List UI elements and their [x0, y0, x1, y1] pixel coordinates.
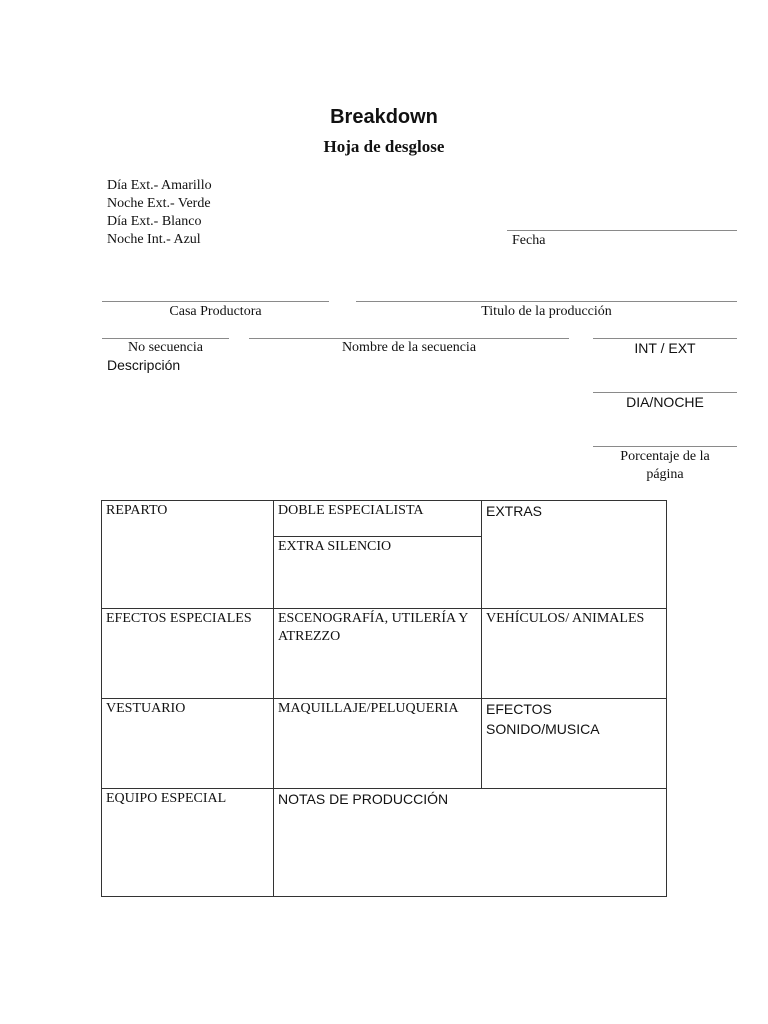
notas-produccion-cell[interactable] [274, 789, 667, 897]
maquillaje-label: MAQUILLAJE/PELUQUERIA [278, 701, 459, 716]
page-title: Breakdown [330, 106, 438, 128]
page-subtitle: Hoja de desglose [323, 137, 445, 156]
porcentaje-pagina-label: Porcentaje de la página [620, 449, 710, 482]
maquillaje-cell[interactable] [274, 699, 482, 789]
no-secuencia-label: No secuencia [127, 340, 204, 355]
notas-produccion-label: NOTAS DE PRODUCCIÓN [278, 791, 449, 807]
nombre-secuencia-label: Nombre de la secuencia [341, 340, 477, 355]
equipo-especial-cell[interactable] [102, 789, 274, 897]
extras-label: EXTRAS [486, 503, 543, 519]
descripcion-label: Descripción [107, 357, 181, 373]
vehiculos-animales-label: VEHÍCULOS/ ANIMALES [486, 611, 645, 626]
dia-noche-line[interactable] [593, 392, 737, 393]
legend-dia-ext-blanco: Día Ext.- Blanco [107, 214, 202, 229]
fecha-label: Fecha [512, 233, 546, 248]
no-secuencia-line[interactable] [102, 338, 229, 339]
casa-productora-label: Casa Productora [169, 304, 262, 319]
efectos-sonido-label: EFECTOS SONIDO/MUSICA [486, 701, 600, 737]
doble-especialista-label: DOBLE ESPECIALISTA [278, 503, 424, 518]
porcentaje-pagina-line[interactable] [593, 446, 737, 447]
efectos-especiales-cell[interactable] [102, 609, 274, 699]
equipo-especial-label: EQUIPO ESPECIAL [106, 791, 227, 806]
titulo-produccion-line[interactable] [356, 301, 737, 302]
extras-cell[interactable] [482, 501, 667, 609]
doble-especialista-cell[interactable] [274, 501, 481, 537]
titulo-produccion-label: Titulo de la producción [481, 304, 612, 319]
legend-dia-ext-amarillo: Día Ext.- Amarillo [107, 178, 212, 193]
dia-noche-label: DIA/NOCHE [626, 394, 704, 410]
casa-productora-line[interactable] [102, 301, 329, 302]
reparto-label: REPARTO [106, 503, 168, 518]
legend-noche-int-azul: Noche Int.- Azul [107, 232, 201, 247]
nombre-secuencia-line[interactable] [249, 338, 569, 339]
doble-extra-cell [274, 501, 482, 609]
vestuario-cell[interactable] [102, 699, 274, 789]
breakdown-grid [101, 500, 667, 897]
legend-noche-ext-verde: Noche Ext.- Verde [107, 196, 211, 211]
vehiculos-animales-cell[interactable] [482, 609, 667, 699]
efectos-sonido-cell[interactable] [482, 699, 667, 789]
escenografia-label: ESCENOGRAFÍA, UTILERÍA Y ATREZZO [278, 611, 468, 644]
extra-silencio-cell[interactable] [274, 537, 481, 557]
fecha-line[interactable] [507, 230, 737, 231]
int-ext-line[interactable] [593, 338, 737, 339]
escenografia-cell[interactable] [274, 609, 482, 699]
vestuario-label: VESTUARIO [106, 701, 186, 716]
extra-silencio-label: EXTRA SILENCIO [278, 539, 392, 554]
int-ext-label: INT / EXT [634, 340, 696, 356]
reparto-cell[interactable] [102, 501, 274, 609]
efectos-especiales-label: EFECTOS ESPECIALES [106, 611, 252, 626]
